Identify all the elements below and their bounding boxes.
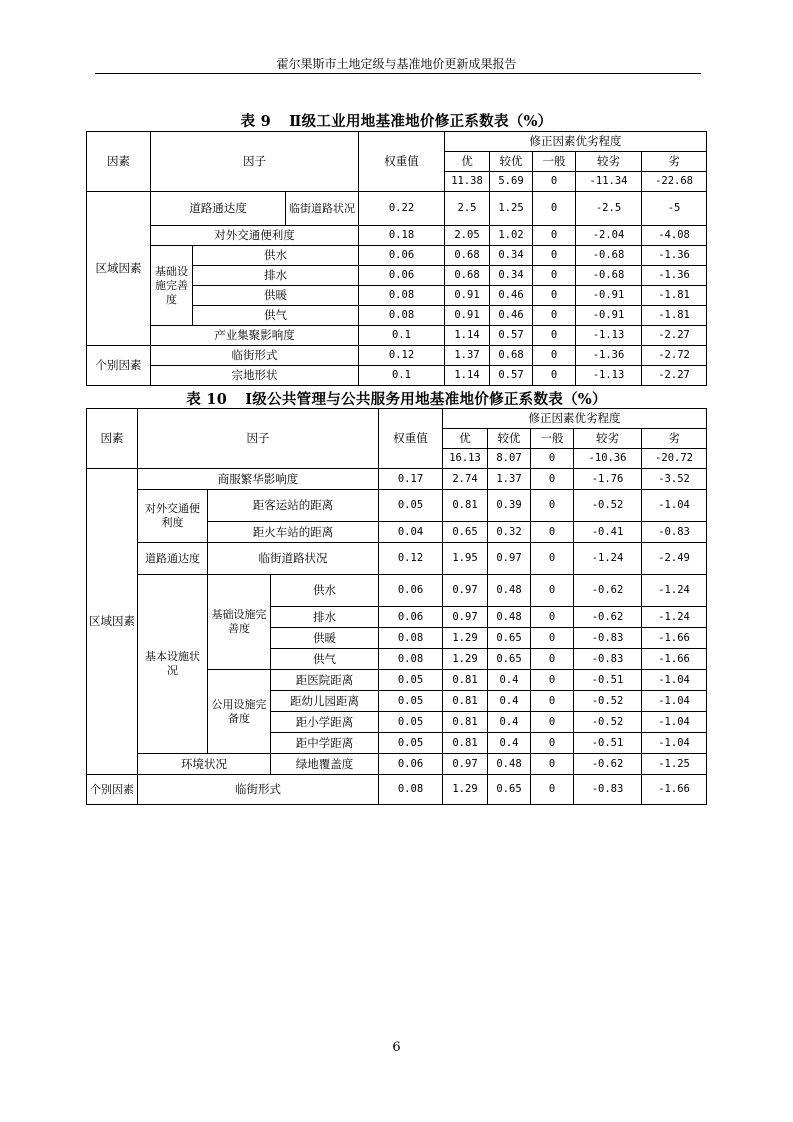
factor-cell: 临街形式 xyxy=(151,346,359,366)
grade-label: 优 xyxy=(445,152,490,172)
grade-label: 较劣 xyxy=(576,152,642,172)
value-cell: 0.48 xyxy=(488,754,531,775)
weight-cell: 0.18 xyxy=(359,226,445,246)
value-cell: -0.68 xyxy=(576,266,642,286)
factor-cell: 供暖 xyxy=(271,628,379,649)
table-row xyxy=(87,775,707,805)
weight-cell: 0.12 xyxy=(359,346,445,366)
grade-value: 11.38 xyxy=(445,172,490,192)
running-header: 霍尔果斯市土地定级与基准地价更新成果报告 xyxy=(276,57,517,71)
value-cell: 0.81 xyxy=(443,691,488,712)
value-cell: 0.46 xyxy=(490,286,533,306)
value-cell: -2.72 xyxy=(642,346,707,366)
value-cell: -0.52 xyxy=(574,490,642,522)
table9-caption xyxy=(0,110,793,131)
value-cell: -3.52 xyxy=(642,469,707,490)
value-cell: -2.27 xyxy=(642,326,707,346)
weight-cell: 0.05 xyxy=(379,691,443,712)
value-cell: 0 xyxy=(531,733,574,754)
grade-value: 8.07 xyxy=(488,449,531,469)
value-cell: 0 xyxy=(531,649,574,670)
table9 xyxy=(86,131,707,386)
value-cell: 0.91 xyxy=(445,286,490,306)
factor-group-cell: 个别因素 xyxy=(87,346,151,386)
weight-cell: 0.17 xyxy=(379,469,443,490)
value-cell: 1.37 xyxy=(445,346,490,366)
weight-cell: 0.08 xyxy=(379,775,443,805)
value-cell: 0 xyxy=(533,192,576,226)
factor-cell: 道路通达度 xyxy=(151,192,286,226)
factor-cell: 商服繁华影响度 xyxy=(138,469,379,490)
table-row xyxy=(87,226,707,246)
value-cell: 0 xyxy=(531,575,574,607)
table-row xyxy=(87,469,707,490)
grade-value: 0 xyxy=(531,449,574,469)
weight-cell: 0.06 xyxy=(379,754,443,775)
value-cell: 0.48 xyxy=(488,575,531,607)
value-cell: 0 xyxy=(531,607,574,628)
value-cell: -0.83 xyxy=(574,628,642,649)
value-cell: 0.81 xyxy=(443,670,488,691)
weight-cell: 0.06 xyxy=(379,607,443,628)
value-cell: 0.91 xyxy=(445,306,490,326)
value-cell: -5 xyxy=(642,192,707,226)
value-cell: -0.41 xyxy=(574,522,642,543)
value-cell: 0 xyxy=(531,712,574,733)
value-cell: 0.81 xyxy=(443,733,488,754)
grade-value: 5.69 xyxy=(490,172,533,192)
factor-group-cell: 个别因素 xyxy=(87,775,138,805)
value-cell: 2.74 xyxy=(443,469,488,490)
table10-caption xyxy=(0,388,793,409)
value-cell: 0 xyxy=(533,266,576,286)
header-grade-title: 修正因素优劣程度 xyxy=(443,409,707,429)
grade-value: 16.13 xyxy=(443,449,488,469)
table-row xyxy=(87,754,707,775)
value-cell: -1.04 xyxy=(642,490,707,522)
grade-value: -22.68 xyxy=(642,172,707,192)
table-row xyxy=(87,246,707,266)
weight-cell: 0.1 xyxy=(359,326,445,346)
table10-header-row xyxy=(87,409,707,429)
table-row xyxy=(87,326,707,346)
header-factor: 因子 xyxy=(138,409,379,469)
grade-label: 劣 xyxy=(642,152,707,172)
value-cell: 0 xyxy=(531,670,574,691)
value-cell: -1.04 xyxy=(642,733,707,754)
value-cell: 0.4 xyxy=(488,712,531,733)
value-cell: 0.97 xyxy=(488,543,531,575)
value-cell: -2.27 xyxy=(642,366,707,386)
value-cell: 0.65 xyxy=(488,775,531,805)
value-cell: -0.51 xyxy=(574,670,642,691)
value-cell: 0 xyxy=(531,543,574,575)
value-cell: -0.83 xyxy=(574,775,642,805)
value-cell: 0.34 xyxy=(490,246,533,266)
value-cell: 0 xyxy=(533,346,576,366)
table-row xyxy=(87,346,707,366)
value-cell: 1.14 xyxy=(445,366,490,386)
value-cell: -1.24 xyxy=(642,575,707,607)
sub-group-cell: 基础设施完善度 xyxy=(151,246,193,326)
factor-cell: 排水 xyxy=(271,607,379,628)
weight-cell: 0.05 xyxy=(379,670,443,691)
grade-label: 一般 xyxy=(533,152,576,172)
sub-group-cell: 基础设施完善度 xyxy=(208,575,271,670)
grade-value: 0 xyxy=(533,172,576,192)
factor-cell: 距医院距离 xyxy=(271,670,379,691)
header-weight: 权重值 xyxy=(359,132,445,192)
value-cell: 1.02 xyxy=(490,226,533,246)
value-cell: -1.36 xyxy=(642,246,707,266)
value-cell: 0.48 xyxy=(488,607,531,628)
table-row xyxy=(87,575,707,607)
header-rule xyxy=(95,73,701,74)
grade-value: -11.34 xyxy=(576,172,642,192)
sub-group-cell: 环境状况 xyxy=(138,754,271,775)
table9-header-row xyxy=(87,132,707,152)
header-grade-title: 修正因素优劣程度 xyxy=(445,132,707,152)
value-cell: 0.68 xyxy=(445,266,490,286)
value-cell: -1.24 xyxy=(642,607,707,628)
value-cell: -0.62 xyxy=(574,575,642,607)
factor-cell: 距火车站的距离 xyxy=(208,522,379,543)
weight-cell: 0.08 xyxy=(359,286,445,306)
table-row xyxy=(87,366,707,386)
value-cell: 0.39 xyxy=(488,490,531,522)
weight-cell: 0.08 xyxy=(359,306,445,326)
factor-cell: 供水 xyxy=(193,246,359,266)
value-cell: 1.29 xyxy=(443,628,488,649)
value-cell: 1.29 xyxy=(443,775,488,805)
grade-label: 劣 xyxy=(642,429,707,449)
header-factor-group: 因素 xyxy=(87,132,151,192)
sub-group-cell: 公用设施完备度 xyxy=(208,670,271,754)
header-weight: 权重值 xyxy=(379,409,443,469)
value-cell: 0.4 xyxy=(488,733,531,754)
value-cell: 0.97 xyxy=(443,754,488,775)
weight-cell: 0.05 xyxy=(379,733,443,754)
value-cell: -1.36 xyxy=(642,266,707,286)
value-cell: 0.46 xyxy=(490,306,533,326)
factor-cell: 产业集聚影响度 xyxy=(151,326,359,346)
value-cell: 0 xyxy=(531,754,574,775)
factor-cell: 供暖 xyxy=(193,286,359,306)
grade-label: 一般 xyxy=(531,429,574,449)
grade-label: 较优 xyxy=(488,429,531,449)
value-cell: -2.04 xyxy=(576,226,642,246)
table10-number: 表 10 xyxy=(186,391,228,408)
value-cell: -4.08 xyxy=(642,226,707,246)
factor-cell: 临街形式 xyxy=(138,775,379,805)
value-cell: -1.76 xyxy=(574,469,642,490)
value-cell: 0 xyxy=(533,246,576,266)
value-cell: 0.65 xyxy=(488,628,531,649)
weight-cell: 0.04 xyxy=(379,522,443,543)
value-cell: -1.13 xyxy=(576,366,642,386)
value-cell: -1.04 xyxy=(642,691,707,712)
weight-cell: 0.12 xyxy=(379,543,443,575)
value-cell: -2.5 xyxy=(576,192,642,226)
factor-group-cell: 区域因素 xyxy=(87,469,138,775)
value-cell: 0.34 xyxy=(490,266,533,286)
table10 xyxy=(86,408,707,805)
value-cell: -1.66 xyxy=(642,775,707,805)
value-cell: 2.5 xyxy=(445,192,490,226)
value-cell: 0 xyxy=(531,775,574,805)
sub-group-cell: 道路通达度 xyxy=(138,543,208,575)
weight-cell: 0.08 xyxy=(379,649,443,670)
factor-cell: 临街道路状况 xyxy=(208,543,379,575)
value-cell: -0.62 xyxy=(574,607,642,628)
value-cell: -1.25 xyxy=(642,754,707,775)
weight-cell: 0.06 xyxy=(359,266,445,286)
value-cell: 0 xyxy=(533,366,576,386)
sub-group-cell: 基本设施状况 xyxy=(138,575,208,754)
factor-cell: 距中学距离 xyxy=(271,733,379,754)
value-cell: -2.49 xyxy=(642,543,707,575)
value-cell: -0.52 xyxy=(574,691,642,712)
grade-value: -10.36 xyxy=(574,449,642,469)
value-cell: 1.37 xyxy=(488,469,531,490)
value-cell: 0.68 xyxy=(445,246,490,266)
factor-cell: 绿地覆盖度 xyxy=(271,754,379,775)
page-number: 6 xyxy=(392,1040,401,1055)
sub-group-cell: 对外交通便利度 xyxy=(138,490,208,543)
value-cell: 0.32 xyxy=(488,522,531,543)
factor-cell: 供水 xyxy=(271,575,379,607)
value-cell: -1.24 xyxy=(574,543,642,575)
table-row xyxy=(87,543,707,575)
grade-value: -20.72 xyxy=(642,449,707,469)
value-cell: 0.81 xyxy=(443,490,488,522)
value-cell: -0.91 xyxy=(576,306,642,326)
value-cell: -1.66 xyxy=(642,628,707,649)
value-cell: -0.68 xyxy=(576,246,642,266)
value-cell: 0 xyxy=(533,286,576,306)
value-cell: -1.13 xyxy=(576,326,642,346)
header-factor: 因子 xyxy=(151,132,359,192)
value-cell: -0.83 xyxy=(574,649,642,670)
value-cell: -1.36 xyxy=(576,346,642,366)
value-cell: -0.83 xyxy=(642,522,707,543)
factor-cell: 供气 xyxy=(271,649,379,670)
weight-cell: 0.06 xyxy=(379,575,443,607)
factor-cell: 距客运站的距离 xyxy=(208,490,379,522)
value-cell: 0 xyxy=(531,522,574,543)
value-cell: 0 xyxy=(531,490,574,522)
header-factor-group: 因素 xyxy=(87,409,138,469)
value-cell: 1.25 xyxy=(490,192,533,226)
factor-cell: 宗地形状 xyxy=(151,366,359,386)
value-cell: 0 xyxy=(533,226,576,246)
value-cell: 0 xyxy=(531,628,574,649)
value-cell: 0.97 xyxy=(443,575,488,607)
value-cell: 0.81 xyxy=(443,712,488,733)
value-cell: 0.57 xyxy=(490,326,533,346)
weight-cell: 0.05 xyxy=(379,712,443,733)
value-cell: 0 xyxy=(531,691,574,712)
factor-cell: 对外交通便利度 xyxy=(151,226,359,246)
value-cell: 0.65 xyxy=(443,522,488,543)
value-cell: -0.51 xyxy=(574,733,642,754)
weight-cell: 0.06 xyxy=(359,246,445,266)
table10-title: Ⅰ级公共管理与公共服务用地基准地价修正系数表（%） xyxy=(245,391,607,408)
value-cell: 1.29 xyxy=(443,649,488,670)
value-cell: -1.66 xyxy=(642,649,707,670)
weight-cell: 0.08 xyxy=(379,628,443,649)
value-cell: 0.57 xyxy=(490,366,533,386)
grade-label: 较优 xyxy=(490,152,533,172)
value-cell: -1.81 xyxy=(642,306,707,326)
grade-label: 优 xyxy=(443,429,488,449)
factor-group-cell: 区域因素 xyxy=(87,192,151,346)
value-cell: 2.05 xyxy=(445,226,490,246)
value-cell: -1.04 xyxy=(642,670,707,691)
value-cell: -0.62 xyxy=(574,754,642,775)
value-cell: 1.14 xyxy=(445,326,490,346)
value-cell: 0 xyxy=(533,306,576,326)
sub-factor-cell: 临街道路状况 xyxy=(286,192,359,226)
factor-cell: 供气 xyxy=(193,306,359,326)
value-cell: 1.95 xyxy=(443,543,488,575)
value-cell: 0.4 xyxy=(488,691,531,712)
value-cell: -0.52 xyxy=(574,712,642,733)
value-cell: -0.91 xyxy=(576,286,642,306)
factor-cell: 距小学距离 xyxy=(271,712,379,733)
value-cell: 0.65 xyxy=(488,649,531,670)
factor-cell: 排水 xyxy=(193,266,359,286)
table9-title: Ⅱ级工业用地基准地价修正系数表（%） xyxy=(289,113,553,130)
value-cell: 0 xyxy=(531,469,574,490)
factor-cell: 距幼儿园距离 xyxy=(271,691,379,712)
grade-label: 较劣 xyxy=(574,429,642,449)
value-cell: 0 xyxy=(533,326,576,346)
table-row xyxy=(87,490,707,522)
weight-cell: 0.22 xyxy=(359,192,445,226)
weight-cell: 0.1 xyxy=(359,366,445,386)
value-cell: -1.81 xyxy=(642,286,707,306)
value-cell: 0.97 xyxy=(443,607,488,628)
value-cell: -1.04 xyxy=(642,712,707,733)
value-cell: 0.68 xyxy=(490,346,533,366)
table9-number: 表 9 xyxy=(240,113,272,130)
value-cell: 0.4 xyxy=(488,670,531,691)
table-row xyxy=(87,192,707,226)
weight-cell: 0.05 xyxy=(379,490,443,522)
